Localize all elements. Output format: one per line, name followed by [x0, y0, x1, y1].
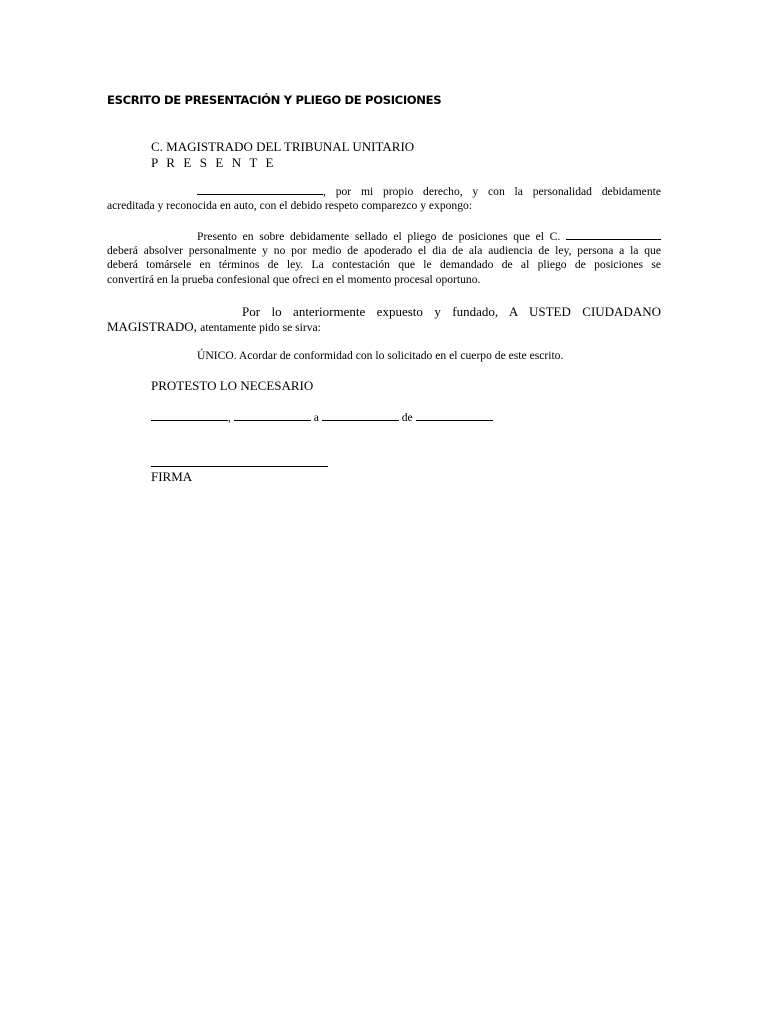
date-separator: , — [228, 411, 231, 424]
addressee-block — [151, 139, 414, 171]
paragraph-por-lo-expuesto — [107, 304, 661, 335]
unico-paragraph: ÚNICO. Acordar de conformidad con lo solicitado en el cuerpo de este escrito. — [197, 349, 564, 362]
por-lo-text: Por lo anteriormente expuesto y fundado, A USTED CIUDADANO — [242, 304, 661, 319]
date-word-de: de — [401, 411, 413, 424]
paragraph-line — [107, 184, 661, 199]
paragraph-intro — [107, 184, 661, 213]
paragraph-presento — [107, 229, 661, 287]
paragraph-line: convertirá en la prueba confesional que ofreci en el momento procesal oportuno. — [107, 272, 481, 286]
presente-line — [151, 155, 414, 171]
addressee-line: C. MAGISTRADO DEL TRIBUNAL UNITARIO — [151, 139, 415, 154]
paragraph-line — [107, 229, 661, 244]
protesto-line: PROTESTO LO NECESARIO — [151, 378, 314, 393]
place-blank — [151, 409, 228, 421]
magistrado-word: MAGISTRADO, — [107, 319, 197, 334]
pido-text: atentamente pido se sirva: — [200, 321, 321, 334]
place-date-line — [151, 409, 493, 424]
year-blank — [416, 409, 493, 421]
presento-text: Presento en sobre debidamente sellado el pliego de posiciones que el C. — [197, 230, 561, 243]
day-blank — [234, 409, 311, 421]
paragraph-line: acreditada y reconocida en auto, con el debido respeto comparezco y expongo: — [107, 199, 473, 213]
date-word-a: a — [313, 411, 319, 424]
c-name-blank — [566, 229, 661, 240]
document-title: ESCRITO DE PRESENTACIÓN Y PLIEGO DE POSICIONES — [107, 93, 442, 107]
name-blank — [197, 184, 323, 195]
paragraph-line — [107, 304, 661, 319]
paragraph-line: deberá tomársele en términos de ley. La contestación que le demandado de al pliego de posiciones se — [107, 258, 661, 272]
month-blank — [322, 409, 399, 421]
intro-text: , por mi propio derecho, y con la personalidad debidamente — [323, 185, 661, 198]
paragraph-line — [107, 319, 661, 335]
paragraph-line: deberá absolver personalmente y no por medio de apoderado el dia de ala audiencia de ley, persona a la que — [107, 244, 661, 258]
firma-label: FIRMA — [151, 469, 193, 484]
presente-text: P R E S E N T E — [151, 155, 277, 170]
signature-line — [151, 466, 328, 467]
